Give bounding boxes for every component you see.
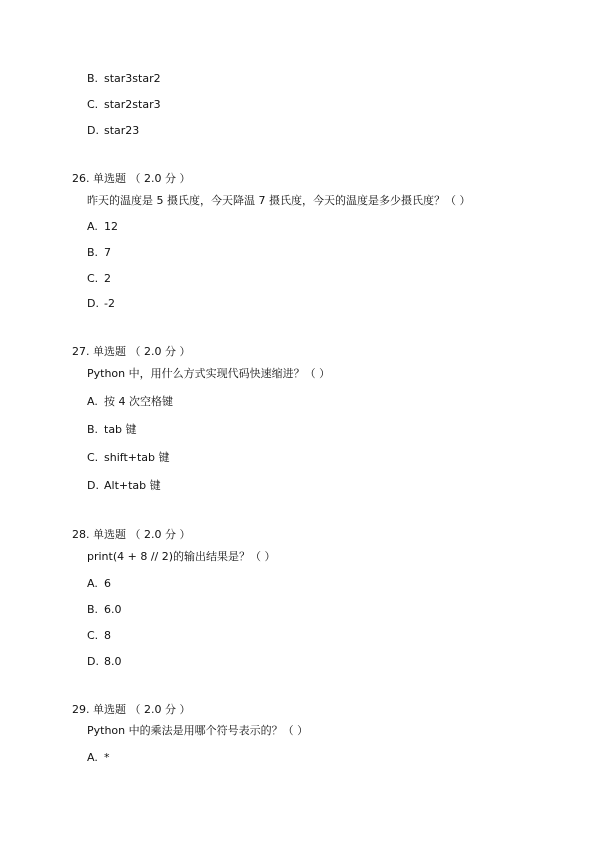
- option-text: 2: [104, 272, 111, 285]
- option-text: tab 键: [104, 423, 137, 436]
- option-letter: C.: [87, 272, 99, 285]
- option-text: 8.0: [104, 655, 122, 668]
- option-text: *: [104, 751, 110, 764]
- option-c: [87, 272, 111, 286]
- option-c: [87, 451, 170, 465]
- question-26-header: 26. 单选题 （ 2.0 分 ）: [72, 172, 191, 185]
- option-c: [87, 98, 161, 112]
- option-letter: C.: [87, 451, 99, 464]
- option-letter: D.: [87, 479, 99, 492]
- option-letter: C.: [87, 98, 99, 111]
- option-text: star23: [104, 124, 140, 137]
- option-d: [87, 297, 115, 311]
- option-text: star3star2: [104, 72, 161, 85]
- option-text: 6: [104, 577, 111, 590]
- question-27-header: 27. 单选题 （ 2.0 分 ）: [72, 345, 191, 358]
- question-28-header: 28. 单选题 （ 2.0 分 ）: [72, 528, 191, 541]
- option-letter: B.: [87, 246, 99, 259]
- option-text: 8: [104, 629, 111, 642]
- option-b: [87, 603, 122, 617]
- option-letter: D.: [87, 655, 99, 668]
- option-text: 12: [104, 220, 118, 233]
- option-c: [87, 629, 111, 643]
- option-letter: D.: [87, 124, 99, 137]
- option-b: [87, 72, 161, 86]
- option-text: 6.0: [104, 603, 122, 616]
- option-a: [87, 220, 118, 234]
- option-b: [87, 246, 111, 260]
- option-a: [87, 751, 110, 765]
- option-text: Alt+tab 键: [104, 479, 161, 492]
- option-letter: B.: [87, 603, 99, 616]
- option-text: shift+tab 键: [104, 451, 170, 464]
- option-letter: A.: [87, 577, 98, 590]
- option-letter: A.: [87, 395, 98, 408]
- question-28-text: print(4 + 8 // 2)的输出结果是？（ ）: [87, 550, 276, 563]
- option-letter: B.: [87, 423, 99, 436]
- option-text: 按 4 次空格键: [104, 395, 173, 408]
- option-text: -2: [104, 297, 115, 310]
- option-text: star2star3: [104, 98, 161, 111]
- option-letter: B.: [87, 72, 99, 85]
- question-29-text: Python 中的乘法是用哪个符号表示的？（ ）: [87, 724, 309, 737]
- option-letter: A.: [87, 751, 98, 764]
- question-29-header: 29. 单选题 （ 2.0 分 ）: [72, 703, 191, 716]
- question-26-text: 昨天的温度是 5 摄氏度，今天降温 7 摄氏度，今天的温度是多少摄氏度？（ ）: [87, 194, 471, 207]
- option-b: [87, 423, 137, 437]
- option-d: [87, 479, 161, 493]
- option-a: [87, 395, 173, 409]
- option-text: 7: [104, 246, 111, 259]
- option-letter: A.: [87, 220, 98, 233]
- option-a: [87, 577, 111, 591]
- option-letter: D.: [87, 297, 99, 310]
- option-letter: C.: [87, 629, 99, 642]
- question-27-text: Python 中，用什么方式实现代码快速缩进？（ ）: [87, 367, 331, 380]
- option-d: [87, 655, 122, 669]
- option-d: [87, 124, 139, 138]
